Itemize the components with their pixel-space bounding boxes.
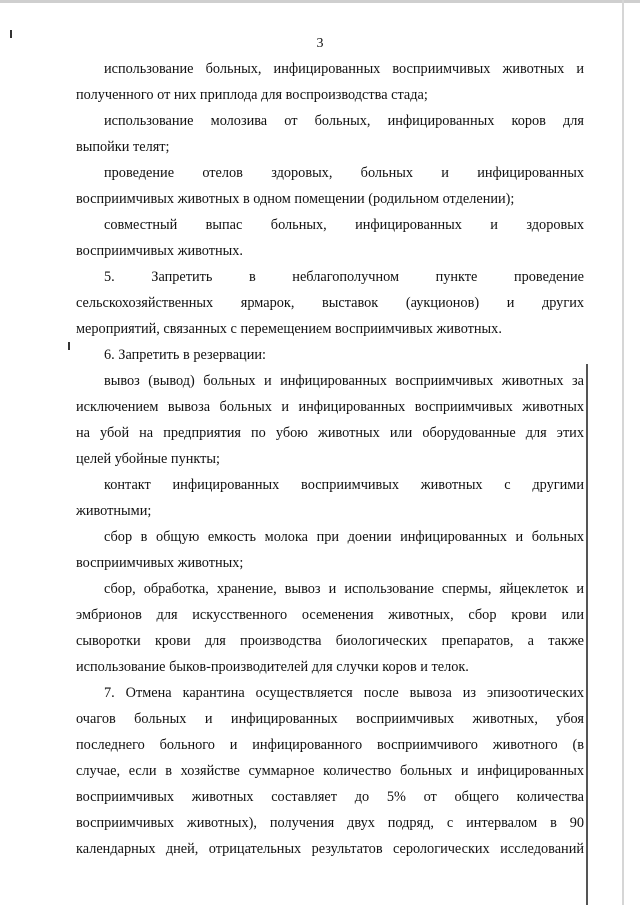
text-line: случае, если в хозяйстве суммарное количество больных и инфицированных: [76, 763, 584, 779]
document-body: [76, 56, 584, 862]
text-line: очагов больных и инфицированных восприимчивых животных, убоя: [76, 711, 584, 727]
text-line: 6. Запретить в резервации:: [104, 347, 266, 363]
text-line: эмбрионов для искусственного осеменения животных, сбор крови или: [76, 607, 584, 623]
text-line: использование быков-производителей для случки коров и телок.: [76, 659, 469, 675]
text-line: восприимчивых животных), получения двух подряд, с интервалом в 90: [76, 815, 584, 831]
text-line: восприимчивых животных составляет до 5% от общего количества: [76, 789, 584, 805]
text-line: целей убойные пункты;: [76, 451, 220, 467]
text-line: использование больных, инфицированных восприимчивых животных и: [104, 61, 584, 77]
text-line: сбор, обработка, хранение, вывоз и использование спермы, яйцеклеток и: [104, 581, 584, 597]
scan-top-edge: [0, 0, 640, 3]
text-line: проведение отелов здоровых, больных и инфицированных: [104, 165, 584, 181]
text-line: восприимчивых животных;: [76, 555, 244, 571]
text-line: на убой на предприятия по убою животных или оборудованные для этих: [76, 425, 584, 441]
page-number: 3: [316, 36, 324, 51]
text-line: использование молозива от больных, инфицированных коров для: [104, 113, 584, 129]
text-line: выпойки телят;: [76, 139, 170, 155]
text-line: контакт инфицированных восприимчивых животных с другими: [104, 477, 584, 493]
text-line: сбор в общую емкость молока при доении инфицированных и больных: [104, 529, 584, 545]
text-line: мероприятий, связанных с перемещением восприимчивых животных.: [76, 321, 502, 337]
text-line: 7. Отмена карантина осуществляется после вывоза из эпизоотических: [104, 685, 584, 701]
text-line: последнего больного и инфицированного восприимчивого животного (в: [76, 737, 584, 753]
text-line: календарных дней, отрицательных результатов серологических исследований: [76, 841, 584, 857]
margin-mark-right: [586, 364, 588, 905]
text-line: восприимчивых животных.: [76, 243, 243, 259]
text-line: сыворотки крови для производства биологических препаратов, а также: [76, 633, 584, 649]
text-line: восприимчивых животных в одном помещении (родильном отделении);: [76, 191, 515, 207]
text-line: полученного от них приплода для воспроизводства стада;: [76, 87, 428, 103]
text-line: животными;: [76, 503, 152, 519]
scan-right-edge: [622, 0, 624, 905]
text-line: 5. Запретить в неблагополучном пункте проведение: [104, 269, 584, 285]
text-line: сельскохозяйственных ярмарок, выставок (аукционов) и других: [76, 295, 584, 311]
text-line: исключением вывоза больных и инфицированных восприимчивых животных: [76, 399, 584, 415]
text-line: совместный выпас больных, инфицированных и здоровых: [104, 217, 584, 233]
text-line: вывоз (вывод) больных и инфицированных восприимчивых животных за: [104, 373, 584, 389]
margin-mark-left-bracket: [68, 342, 70, 350]
